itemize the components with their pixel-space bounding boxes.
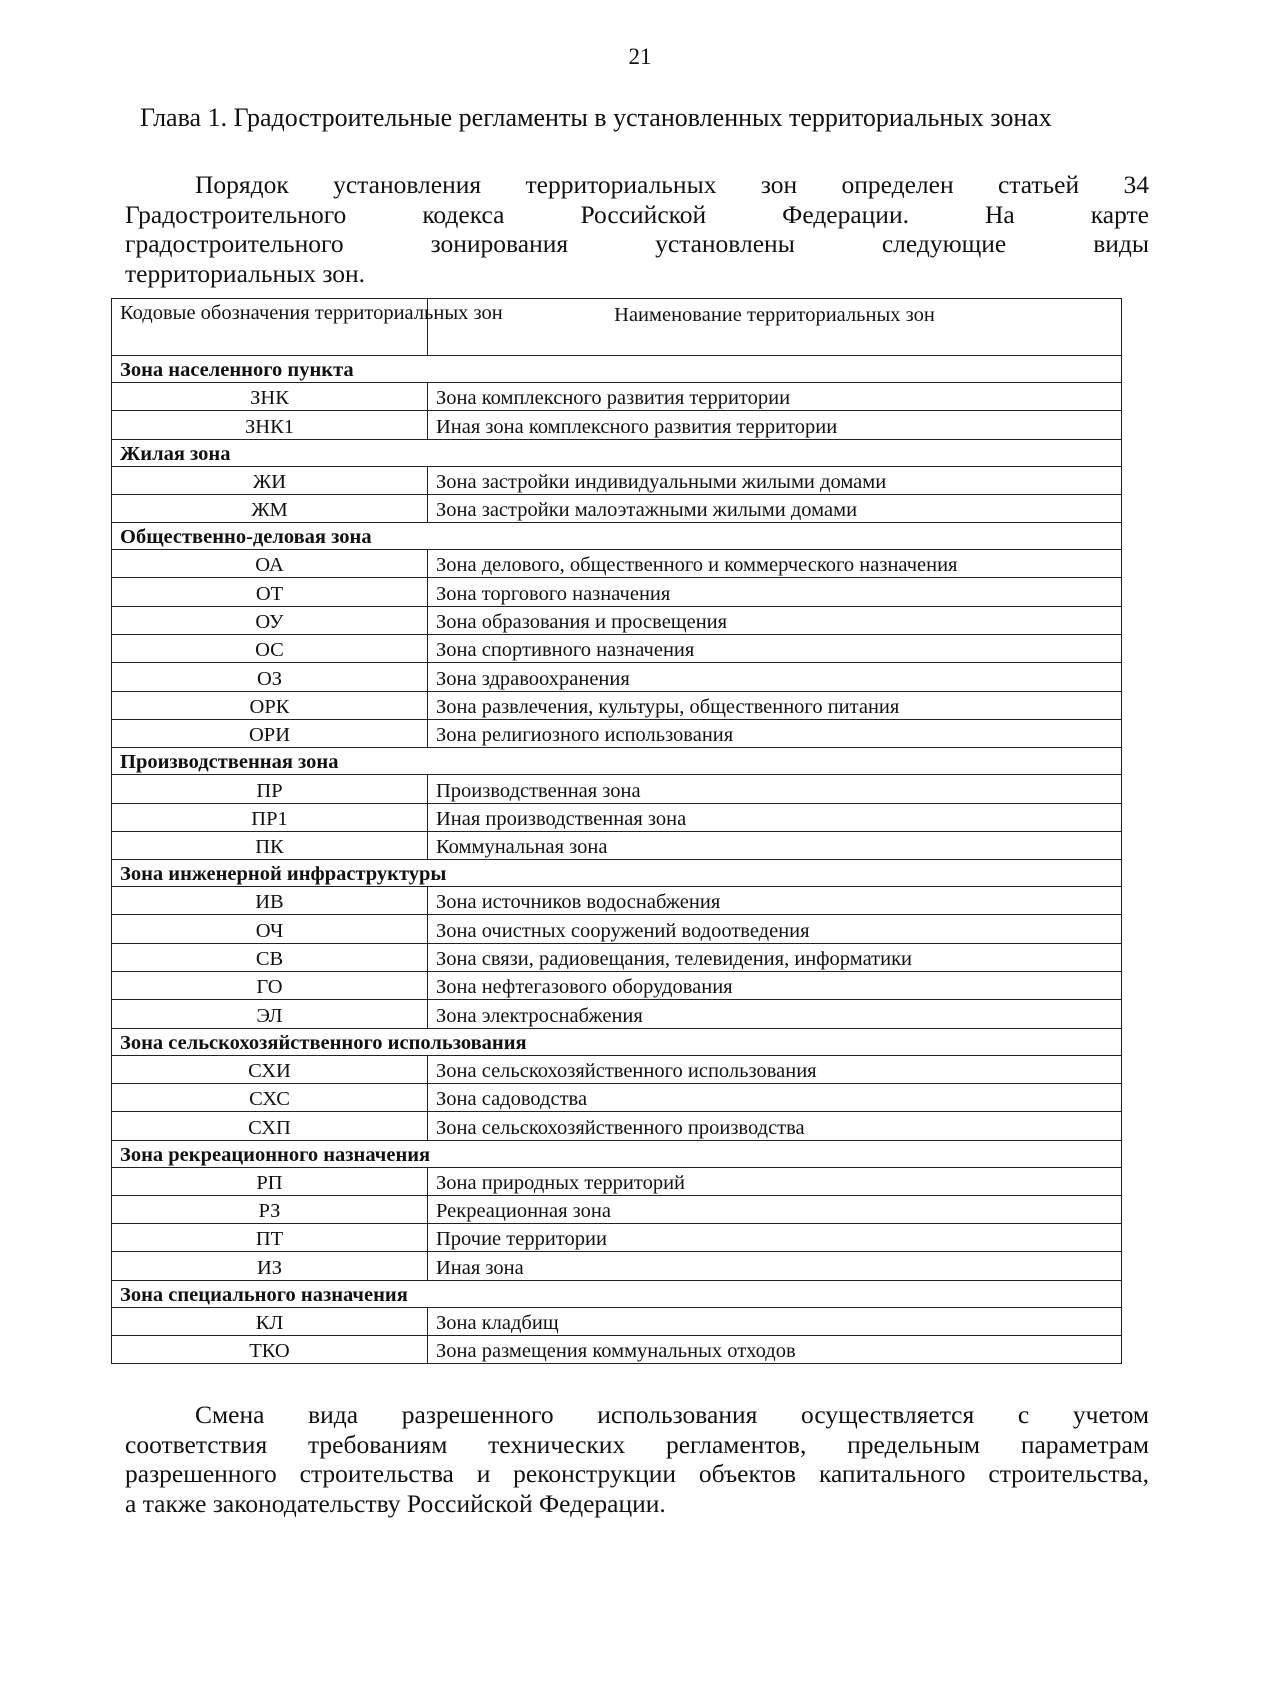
zone-code: ЖИ (112, 466, 428, 494)
group-title: Зона рекреационного назначения (112, 1140, 1122, 1167)
zone-name: Зона сельскохозяйственного производства (428, 1112, 1122, 1140)
group-title: Жилая зона (112, 439, 1122, 466)
table-row (112, 494, 1122, 522)
group-title: Общественно-деловая зона (112, 523, 1122, 550)
zone-name: Зона спортивного назначения (428, 635, 1122, 663)
zone-code: ТКО (112, 1336, 428, 1364)
group-row (112, 439, 1122, 466)
table-row (112, 635, 1122, 663)
zone-name: Зона источников водоснабжения (428, 887, 1122, 915)
group-title: Производственная зона (112, 748, 1122, 775)
zone-name: Зона природных территорий (428, 1167, 1122, 1195)
table-row (112, 1112, 1122, 1140)
zone-name: Зона комплексного развития территории (428, 383, 1122, 411)
table-row (112, 383, 1122, 411)
zone-code: ПК (112, 831, 428, 859)
table-row (112, 943, 1122, 971)
zone-code: ЭЛ (112, 1000, 428, 1028)
table-row (112, 1336, 1122, 1364)
table-row (112, 1195, 1122, 1223)
table-row (112, 803, 1122, 831)
zone-code: ОЧ (112, 915, 428, 943)
group-row (112, 1028, 1122, 1055)
group-row (112, 1140, 1122, 1167)
table-row (112, 1167, 1122, 1195)
zone-code: ОА (112, 550, 428, 578)
table-row (112, 887, 1122, 915)
zone-code: ОС (112, 635, 428, 663)
table-row (112, 831, 1122, 859)
zone-name: Зона застройки малоэтажными жилыми домами (428, 494, 1122, 522)
header-name: Наименование территориальных зон (428, 299, 1122, 356)
zone-name: Зона застройки индивидуальными жилыми домами (428, 466, 1122, 494)
group-title: Зона специального назначения (112, 1280, 1122, 1307)
intro-line: градостроительного зонирования установлены следующие виды (125, 229, 1149, 258)
zone-name: Зона религиозного использования (428, 719, 1122, 747)
zone-code: СВ (112, 943, 428, 971)
zone-name: Иная производственная зона (428, 803, 1122, 831)
zone-name: Рекреационная зона (428, 1195, 1122, 1223)
table-row (112, 411, 1122, 439)
zone-code: СХС (112, 1083, 428, 1111)
closing-line: разрешенного строительства и реконструкции объектов капитального строительства, (125, 1459, 1149, 1488)
table-row (112, 1000, 1122, 1028)
zone-name: Зона очистных сооружений водоотведения (428, 915, 1122, 943)
zone-code: СХП (112, 1112, 428, 1140)
zones-table-body (112, 299, 1122, 1364)
zone-code: ЗНК1 (112, 411, 428, 439)
closing-line: а также законодательству Российской Федерации. (125, 1488, 666, 1518)
group-title: Зона населенного пункта (112, 356, 1122, 383)
zone-code: ИВ (112, 887, 428, 915)
group-row (112, 523, 1122, 550)
table-header-row (112, 299, 1122, 356)
table-row (112, 1055, 1122, 1083)
zone-name: Зона сельскохозяйственного использования (428, 1055, 1122, 1083)
table-row (112, 1252, 1122, 1280)
zone-code: ПР (112, 775, 428, 803)
zone-code: ПР1 (112, 803, 428, 831)
group-row (112, 860, 1122, 887)
zone-name: Зона торгового назначения (428, 578, 1122, 606)
table-row (112, 578, 1122, 606)
table-row (112, 719, 1122, 747)
intro-line: территориальных зон. (125, 258, 366, 288)
table-row (112, 691, 1122, 719)
zone-name: Иная зона (428, 1252, 1122, 1280)
zone-name: Зона кладбищ (428, 1307, 1122, 1335)
table-row (112, 466, 1122, 494)
zone-name: Зона связи, радиовещания, телевидения, информатики (428, 943, 1122, 971)
zone-code: ПТ (112, 1224, 428, 1252)
zone-code: ОЗ (112, 663, 428, 691)
zone-name: Зона садоводства (428, 1083, 1122, 1111)
closing-line: Смена вида разрешенного использования осуществляется с учетом (195, 1400, 1149, 1429)
zone-name: Зона делового, общественного и коммерческого назначения (428, 550, 1122, 578)
table-row (112, 606, 1122, 634)
zone-name: Коммунальная зона (428, 831, 1122, 859)
table-row (112, 550, 1122, 578)
table-row (112, 915, 1122, 943)
intro-paragraph (125, 170, 1149, 288)
zone-name: Зона размещения коммунальных отходов (428, 1336, 1122, 1364)
header-code: Кодовые обозначения территориальных зон (112, 299, 428, 356)
zone-code: ИЗ (112, 1252, 428, 1280)
chapter-title: Глава 1. Градостроительные регламенты в установленных территориальных зонах (140, 103, 1052, 132)
closing-line: соответствия требованиям технических регламентов, предельным параметрам (125, 1429, 1149, 1459)
zone-code: ЖМ (112, 494, 428, 522)
group-row (112, 1280, 1122, 1307)
zone-code: КЛ (112, 1307, 428, 1335)
zone-code: ОРИ (112, 719, 428, 747)
zones-table (111, 298, 1122, 1364)
zone-code: РЗ (112, 1195, 428, 1223)
group-title: Зона сельскохозяйственного использования (112, 1028, 1122, 1055)
zone-code: РП (112, 1167, 428, 1195)
zone-name: Зона образования и просвещения (428, 606, 1122, 634)
table-row (112, 1083, 1122, 1111)
zone-name: Зона развлечения, культуры, общественного питания (428, 691, 1122, 719)
zone-code: СХИ (112, 1055, 428, 1083)
zone-name: Зона электроснабжения (428, 1000, 1122, 1028)
zone-code: ЗНК (112, 383, 428, 411)
zone-code: ОТ (112, 578, 428, 606)
table-row (112, 663, 1122, 691)
group-row (112, 748, 1122, 775)
table-row (112, 1224, 1122, 1252)
table-row (112, 1307, 1122, 1335)
group-row (112, 356, 1122, 383)
page-number: 21 (628, 44, 652, 69)
zone-name: Иная зона комплексного развития территории (428, 411, 1122, 439)
zone-name: Зона нефтегазового оборудования (428, 972, 1122, 1000)
zone-code: ОУ (112, 606, 428, 634)
intro-line: Порядок установления территориальных зон определен статьей 34 (195, 170, 1149, 199)
zone-name: Производственная зона (428, 775, 1122, 803)
table-row (112, 972, 1122, 1000)
zone-code: ОРК (112, 691, 428, 719)
intro-line: Градостроительного кодекса Российской Федерации. На карте (125, 199, 1149, 229)
closing-paragraph (125, 1400, 1149, 1518)
zone-name: Зона здравоохранения (428, 663, 1122, 691)
table-row (112, 775, 1122, 803)
zone-name: Прочие территории (428, 1224, 1122, 1252)
zone-code: ГО (112, 972, 428, 1000)
group-title: Зона инженерной инфраструктуры (112, 860, 1122, 887)
